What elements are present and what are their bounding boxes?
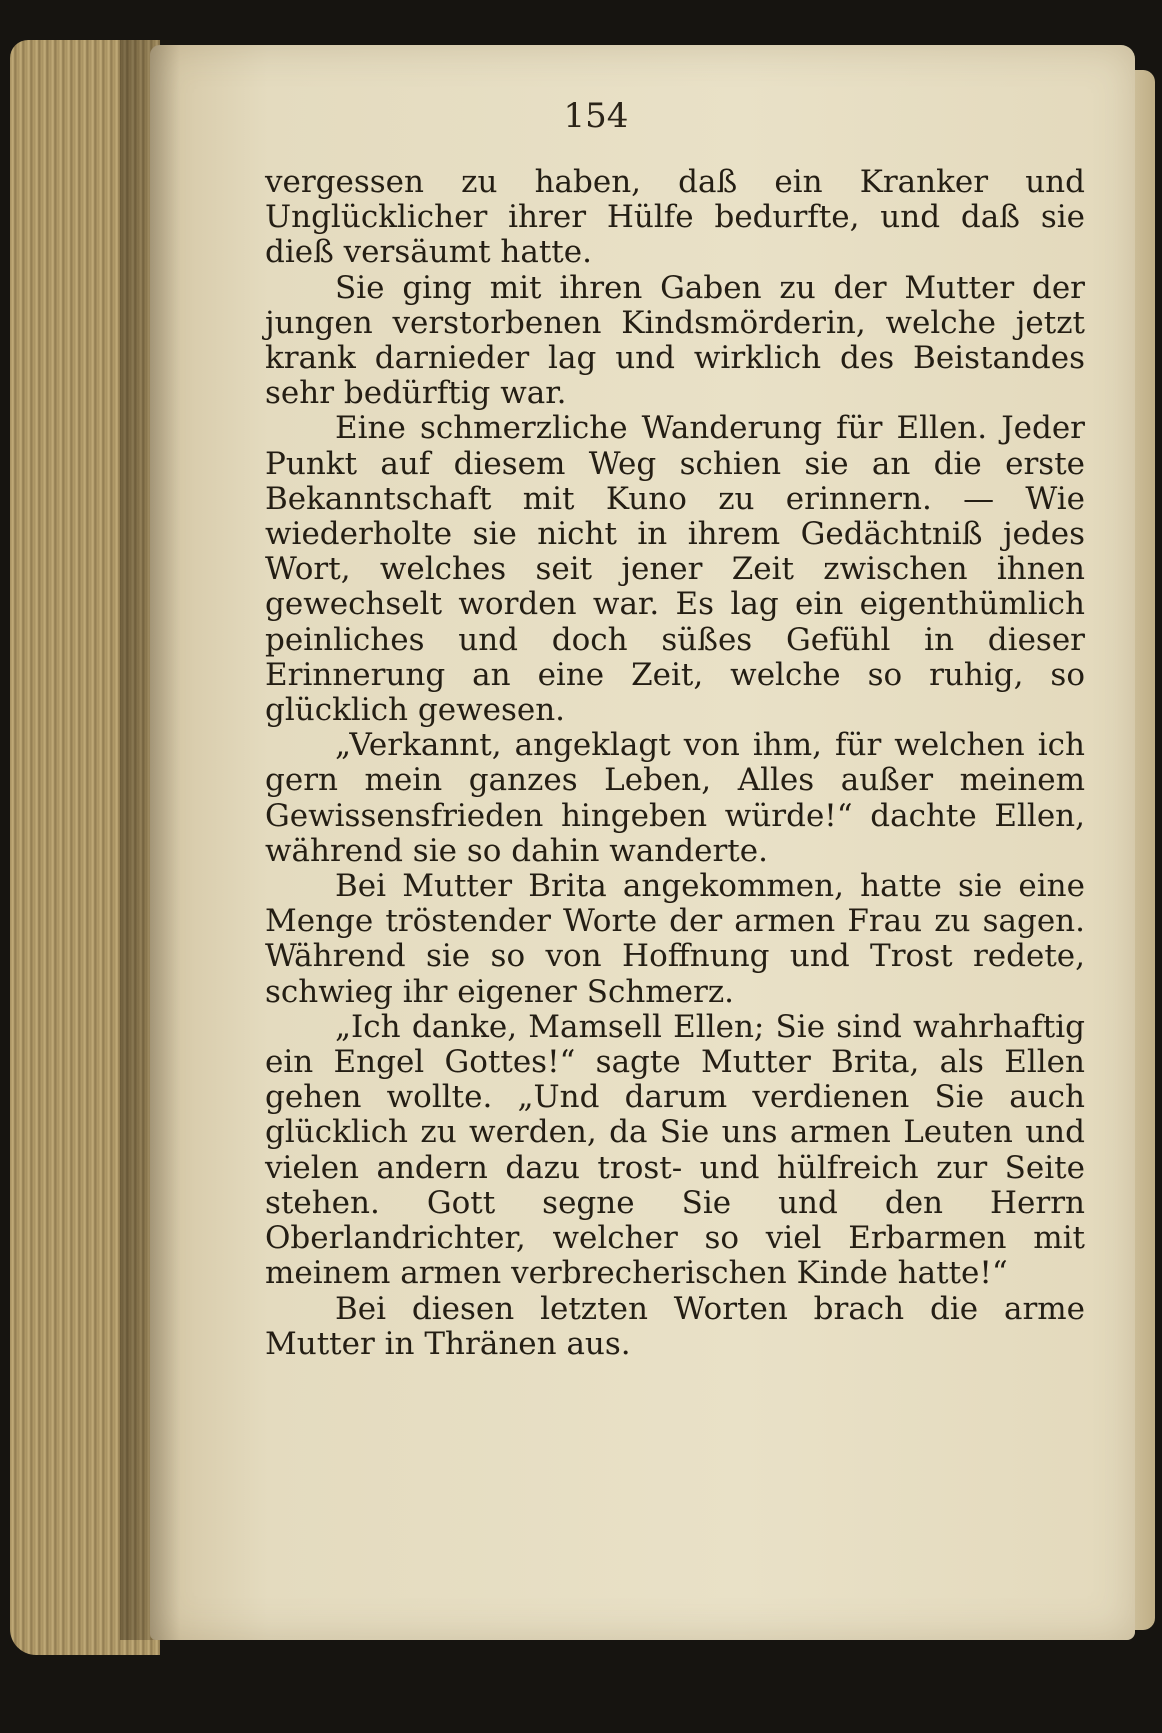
paragraph: vergessen zu haben, daß ein Kranker und Unglücklicher ihrer Hülfe bedurfte, und daß sie dieß versäumt hatte.: [265, 164, 1085, 271]
paragraph: „Ich danke, Mamsell Ellen; Sie sind wahrhaftig ein Engel Gottes!“ sagte Mutter Brita, als Ellen gehen wollte. „Und darum verdienen Sie auch glücklich zu werden, da Sie uns armen Leuten und vielen andern dazu trost- und hülfreich zur Seite stehen. Gott segne Sie und den Herrn Oberlandrichter, welcher so viel Erbarmen mit meinem armen verbrecherischen Kinde hatte!“: [265, 1008, 1085, 1292]
paragraph: Eine schmerzliche Wanderung für Ellen. Jeder Punkt auf diesem Weg schien sie an die erste Bekanntschaft mit Kuno zu erinnern. — Wie wiederholte sie nicht in ihrem Gedächtniß jedes Wort, welches seit jener Zeit zwischen ihnen gewechselt worden war. Es lag ein eigenthümlich peinliches und doch süßes Gefühl in dieser Erinnerung an eine Zeit, welche so ruhig, so glücklich gewesen.: [265, 410, 1085, 729]
paragraph: Bei diesen letzten Worten brach die arme Mutter in Thränen aus.: [265, 1290, 1085, 1362]
page-number: 154: [563, 96, 629, 136]
body-text: [265, 165, 1085, 1362]
paragraph: „Verkannt, angeklagt von ihm, für welchen ich gern mein ganzes Leben, Alles außer meinem Gewissensfrieden hingeben würde!“ dachte Ellen, während sie so dahin wanderte.: [265, 727, 1085, 869]
gutter-shadow: [120, 40, 180, 1640]
paragraph: Bei Mutter Brita angekommen, hatte sie eine Menge tröstender Worte der armen Frau zu sagen. Während sie so von Hoffnung und Trost redete, schwieg ihr eigener Schmerz.: [265, 868, 1085, 1010]
paragraph: Sie ging mit ihren Gaben zu der Mutter der jungen verstorbenen Kindsmörderin, welche jetzt krank darnieder lag und wirklich des Beistandes sehr bedürftig war.: [265, 269, 1085, 412]
